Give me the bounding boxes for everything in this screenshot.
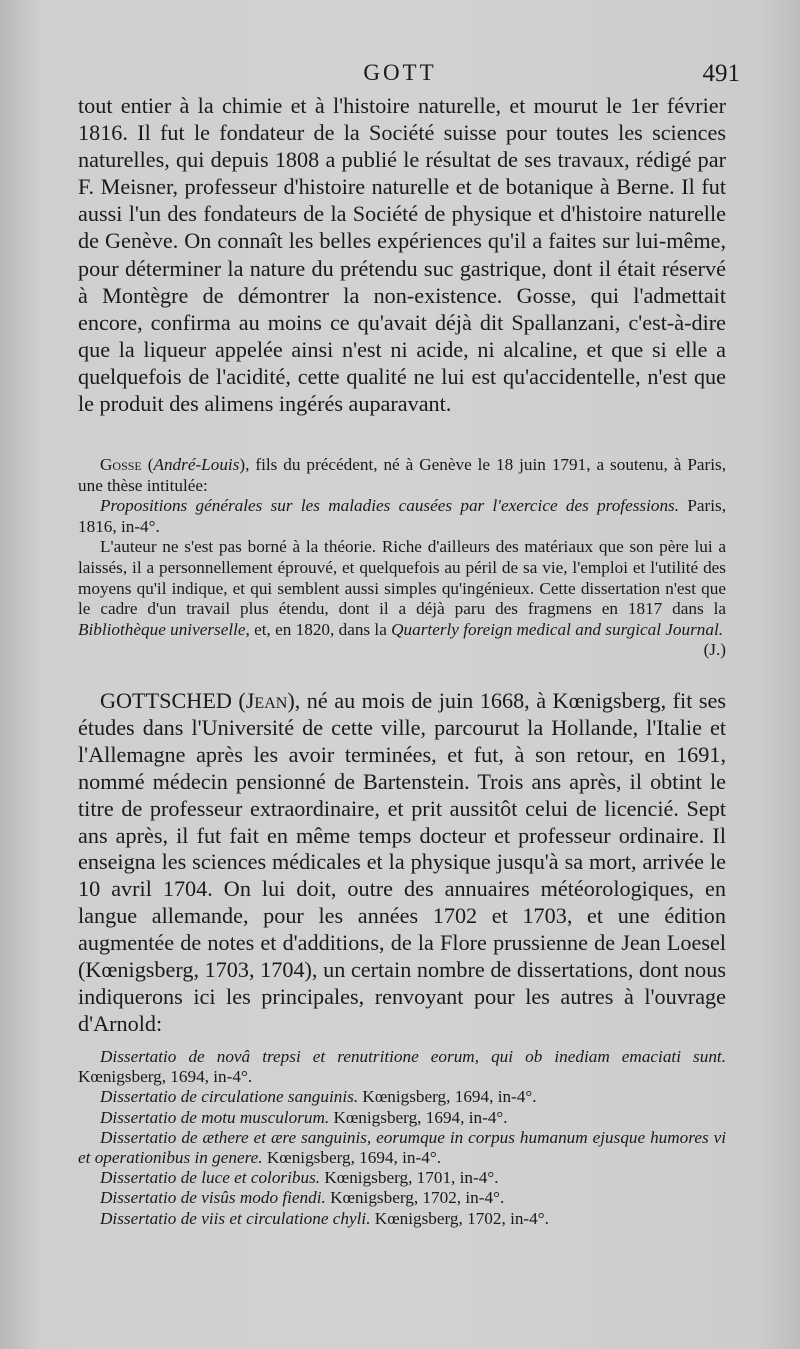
gosse-thesis: [78, 496, 726, 537]
gosse-given-name: André-Louis: [153, 455, 240, 474]
gosse-intro-text: , fils du précédent, né à Genève le 18 juin 1791, a soutenu, à Paris, une thèse intitulée:: [78, 455, 726, 495]
gosse-thesis-imprint: Paris, 1816, in-4°.: [78, 496, 727, 536]
gosse-intro: Gosse (André-Louis), fils du précédent, né à Genève le 18 juin 1791, a soutenu, à Paris, une thèse intitulée:: [78, 455, 726, 495]
work-item: [78, 1209, 726, 1229]
work-title: Dissertatio de novâ trepsi et renutritione eorum, qui ob inediam emaciati sunt.: [100, 1047, 726, 1066]
work-imprint: Kœnigsberg, 1702, in-4°.: [370, 1208, 549, 1228]
work-imprint: Kœnigsberg, 1701, in-4°.: [320, 1168, 499, 1188]
gosse-comment-start: L'auteur ne s'est pas borné à la théorie. Riche d'ailleurs des matériaux que son père lui a laissés, il a personnellement éprouvé, et quelquefois au péril de sa vie, l'emploi et l'utilité des moyens qu'il indique, et qui semblent aussi simples qu'ingénieux. Cette dissertation n'est que le cadre d'un travail plus étendu, dont il a déjà paru des fragmens en 1817 dans la: [78, 537, 726, 619]
work-imprint: Kœnigsberg, 1694, in-4°.: [78, 1067, 253, 1087]
gosse-journal-1: Bibliothèque universelle: [78, 619, 246, 639]
gosse-surname: Gosse: [100, 455, 142, 474]
works-list: [78, 1047, 726, 1229]
gosse-entry: [78, 455, 726, 661]
gosse-signature: (J.): [703, 640, 726, 660]
gosse-thesis-title: Propositions générales sur les maladies causées par l'exercice des professions.: [100, 496, 680, 516]
work-imprint: Kœnigsberg, 1702, in-4°.: [325, 1188, 505, 1208]
work-title: Dissertatio de viis et circulatione chyli.: [100, 1208, 371, 1228]
gosse-comment-mid: , et, en 1820, dans la: [245, 619, 392, 639]
work-item: [78, 1188, 726, 1208]
gottsched-given-name: Jean: [245, 688, 288, 713]
work-imprint: Kœnigsberg, 1694, in-4°.: [329, 1107, 508, 1127]
work-item: [78, 1087, 726, 1107]
work-item: [78, 1108, 726, 1128]
work-item: [78, 1047, 726, 1087]
work-imprint: Kœnigsberg, 1694, in-4°.: [358, 1087, 537, 1107]
work-title: Dissertatio de visûs modo fiendi.: [100, 1188, 326, 1208]
gosse-journal-2: Quarterly foreign medical and surgical Journal.: [391, 619, 724, 639]
page-header: [0, 60, 800, 94]
gottsched-text: GOTTSCHED (Jean), né au mois de juin 1668, à Kœnigsberg, fit ses études dans l'Université de cette ville, parcourut la Hollande, l'Italie et l'Allemagne après les avoir terminées, et fut, à son retour, en 1691, nommé médecin pensionné de Bartenstein. Trois ans après, il obtint le titre de professeur extraordinaire, et prit aussitôt celui de licencié. Sept ans après, il fut fait en même temps docteur et professeur ordinaire. Il enseigna les sciences médicales et la physique jusqu'à sa mort, arrivée le 10 avril 1704. On lui doit, outre des annuaires météorologiques, en langue allemande, pour les années 1702 et 1703, et une édition augmentée de notes et d'additions, de la Flore prussienne de Jean Loesel (Kœnigsberg, 1703, 1704), un certain nombre de dissertations, dont nous indiquerons ici les principales, renvoyant pour les autres à l'ouvrage d'Arnold:: [78, 688, 727, 1036]
work-item: [78, 1128, 726, 1168]
gott-paragraph: [78, 92, 726, 417]
work-title: Dissertatio de motu musculorum.: [100, 1107, 330, 1127]
gottsched-body: , né au mois de juin 1668, à Kœnigsberg, fit ses études dans l'Université de cette ville, parcourut la Hollande, l'Italie et l'Allemagne après les avoir terminées, et fut, à son retour, en 1691, nommé médecin pensionné de Bartenstein. Trois ans après, il obtint le titre de professeur extraordinaire, et prit aussitôt celui de licencié. Sept ans après, il fut fait en même temps docteur et professeur ordinaire. Il enseigna les sciences médicales et la physique jusqu'à sa mort, arrivée le 10 avril 1704. On lui doit, outre des annuaires météorologiques, en langue allemande, pour les années 1702 et 1703, et une édition augmentée de notes et d'additions, de la Flore prussienne de Jean Loesel (Kœnigsberg, 1703, 1704), un certain nombre de dissertations, dont nous indiquerons ici les principales, renvoyant pour les autres à l'ouvrage d'Arnold:: [78, 688, 727, 1036]
work-title: Dissertatio de luce et coloribus.: [100, 1168, 321, 1188]
gosse-comment: [78, 537, 726, 660]
work-title: Dissertatio de æthere et ære sanguinis, eorumque in corpus humanum ejusque humores vi et operationibus in genere.: [78, 1127, 726, 1168]
running-head: GOTT: [363, 60, 437, 85]
page-number: 491: [702, 60, 740, 87]
gott-paragraph-text: tout entier à la chimie et à l'histoire naturelle, et mourut le 1er février 1816. Il fut le fondateur de la Société suisse pour toutes les sciences naturelles, qui depuis 1808 a publié le résultat de ses travaux, rédigé par F. Meisner, professeur d'histoire naturelle et de botanique à Berne. Il fut aussi l'un des fondateurs de la Société de physique et d'histoire naturelle de Genève. On connaît les belles expériences qu'il a faites sur lui-même, pour déterminer la nature du prétendu suc gastrique, dont il était réservé à Montègre de démontrer la non-existence. Gosse, qui l'admettait encore, confirma au moins ce qu'avait déjà dit Spallanzani, c'est-à-dire que la liqueur appelée ainsi n'est ni acide, ni alcaline, et que si elle a quelquefois de l'acidité, cette qualité ne lui est qu'accidentelle, n'est que le produit des alimens ingérés auparavant.: [78, 93, 726, 417]
work-imprint: Kœnigsberg, 1694, in-4°.: [262, 1148, 441, 1168]
work-title: Dissertatio de circulatione sanguinis.: [100, 1087, 359, 1107]
gottsched-entry: [78, 688, 726, 1038]
work-item: [78, 1168, 726, 1188]
gottsched-surname: GOTTSCHED: [100, 688, 232, 713]
